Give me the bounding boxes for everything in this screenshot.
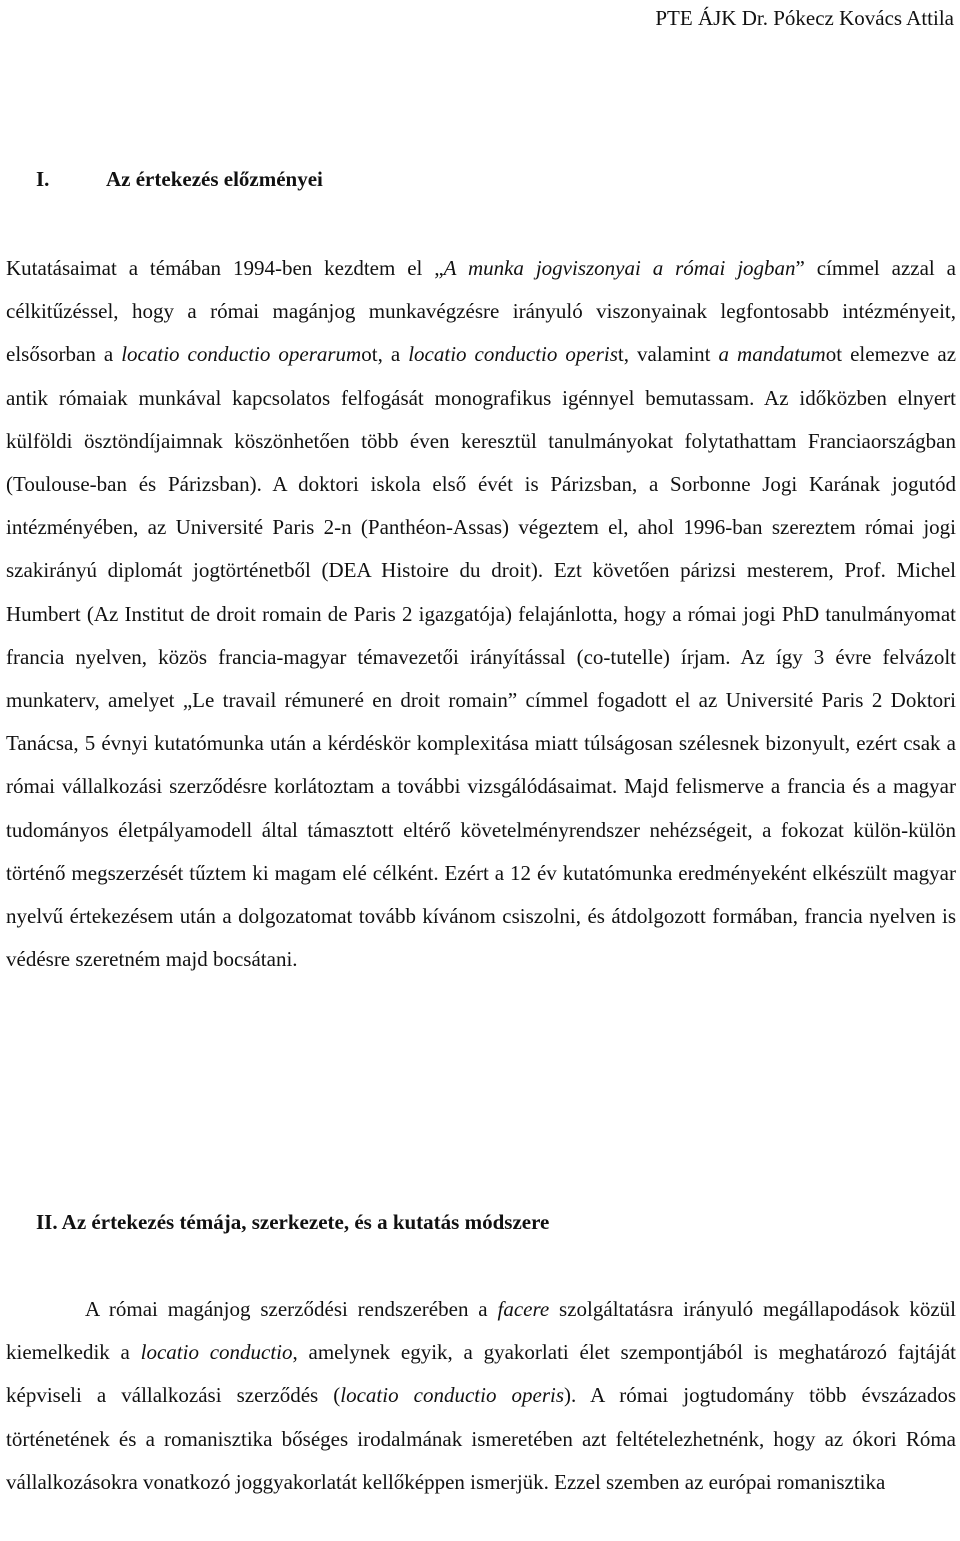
text-run: ot, a (361, 342, 409, 367)
section-1-paragraph (6, 247, 956, 981)
italic-run: a mandatum (718, 342, 826, 367)
text-run: t, valamint (617, 342, 719, 367)
italic-run: locatio conductio operarum (121, 342, 362, 367)
section-2-paragraph (6, 1288, 956, 1504)
text-run: szolgáltatásra irányuló megállapodások közül kiemelkedik a (6, 1297, 956, 1365)
section-2-heading: II. Az értekezés témája, szerkezete, és a kutatás módszere (36, 1210, 550, 1234)
text-run: ot elemezve az antik rómaiak munkával kapcsolatos felfogását monografikus igénnyel bemutassam. Az időközben elnyert külföldi ösztöndíjaimnak köszönhetően több éven keresztül tanulmányokat folytathattam Franciaországban (Toulouse-ban és Párizsban). A doktori iskola első évét is Párizsban, a Sorbonne Jogi Karának jogutód intézményében, az Université Paris 2-n (Panthéon-Assas) végeztem el, ahol 1996-ban szereztem római jogi szakirányú diplomát jogtörténetből (DEA Histoire du droit). Ezt követően párizsi mesterem, Prof. Michel Humbert (Az Institut de droit romain de Paris 2 igazgatója) felajánlotta, hogy a római jogi PhD tanulmányomat francia nyelven, közös francia-magyar témavezetői irányítással (co-tutelle) írjam. Az így 3 évre felvázolt munkaterv, amelyet „Le travail rémuneré en droit romain” címmel fogadott el az Université Paris 2 Doktori Tanácsa, 5 évnyi kutatómunka után a kérdéskör komplexitása miatt túlságosan szélesnek bizonyult, ezért csak a római vállalkozási szerződésre korlátoztam a további vizsgálódásaimat. Majd felismerve a francia és a magyar tudományos életpályamodell által támasztott eltérő követelményrendszer nehézségeit, a fokozat külön-külön történő megszerzését tűztem ki magam elé célként. Ezért a 12 év kutatómunka eredményeként elkészült magyar nyelvű értekezésem után a dolgozatomat tovább kívánom csiszolni, és átdolgozott formában, francia nyelven is védésre szeretném majd bocsátani. (6, 342, 957, 972)
text-run: A római magánjog szerződési rendszerében a (85, 1297, 498, 1321)
text-run: , amelynek egyik, a gyakorlati élet szempontjából is meghatározó fajtáját képviseli a vállalkozási szerződés ( (6, 1340, 957, 1408)
italic-run: facere (497, 1297, 550, 1321)
text-run: ). A római jogtudomány több évszázados történetének és a romanisztika bőséges irodalmának ismeretében azt feltételezhetnénk, hogy az ókori Róma vállalkozásokra vonatkozó joggyakorlatát kellőképpen ismerjük. Ezzel szemben az európai romanisztika (6, 1383, 956, 1494)
page-header: PTE ÁJK Dr. Pókecz Kovács Attila (655, 6, 954, 30)
italic-run: locatio conductio (140, 1340, 293, 1365)
section-1-title: Az értekezés előzményei (106, 167, 323, 191)
text-run: ” címmel azzal a célkitűzéssel, hogy a római magánjog munkavégzésre irányuló viszonyainak legfontosabb intézményeit, elsősorban a (6, 256, 956, 367)
section-1-heading (36, 165, 323, 193)
text-run: Kutatásaimat a témában 1994-ben kezdtem el „ (6, 256, 444, 280)
italic-run: locatio conductio operis (408, 342, 618, 367)
section-1-number: I. (36, 167, 50, 191)
italic-run: A munka jogviszonyai a római jogban (443, 256, 796, 280)
italic-run: locatio conductio operis (340, 1383, 565, 1408)
